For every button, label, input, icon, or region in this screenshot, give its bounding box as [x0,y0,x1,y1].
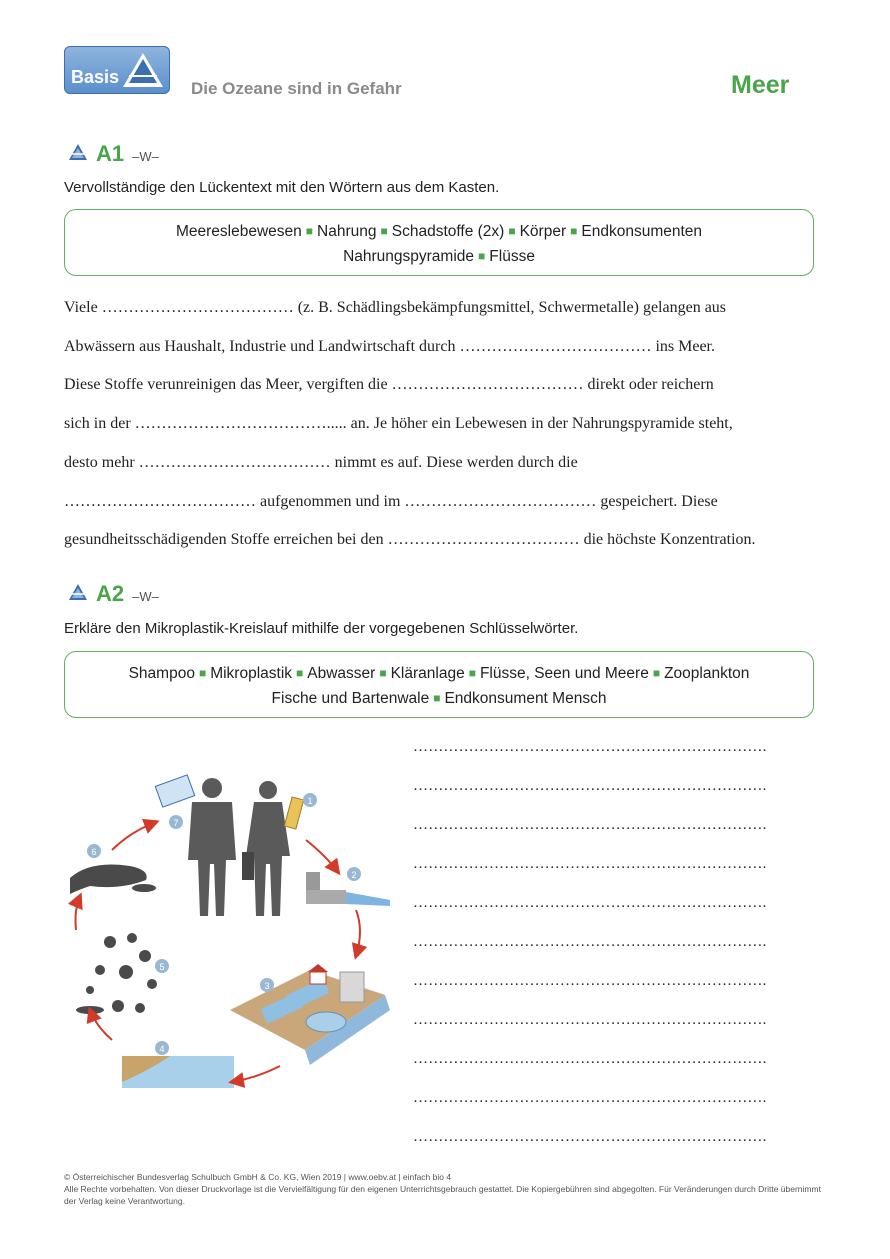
task-a2-instruction: Erkläre den Mikroplastik-Kreislauf mithilfe der vorgegebenen Schlüsselwörter. [64,620,579,637]
answer-line[interactable]: ……………………………………………………………. [413,973,767,989]
keyword: Mikroplastik [210,665,293,682]
separator-square: ■ [468,666,476,680]
step-number: 5 [159,962,165,972]
keyword: Nahrung [317,223,377,240]
cloze-line: gesundheitsschädigenden Stoffe erreichen bei den ……………………………… die höchste Konzentration. [64,531,756,549]
keyword: Flüsse [489,248,535,265]
answer-line[interactable]: ……………………………………………………………. [413,778,767,794]
separator-square: ■ [478,249,486,263]
step-number: 3 [264,981,270,991]
subject-label: Meer [731,71,790,99]
word-box-line [65,661,813,686]
answer-line[interactable]: ……………………………………………………………. [413,739,767,755]
answer-line[interactable]: ……………………………………………………………. [413,856,767,872]
separator-square: ■ [379,666,387,680]
microplastic-cycle-diagram [60,760,400,1090]
separator-square: ■ [380,224,388,238]
cloze-line: Viele ……………………………… (z. B. Schädlingsbekämpfungsmittel, Schwermetalle) gelangen aus [64,299,727,316]
step-number: 2 [351,870,357,880]
keyword: Kläranlage [390,665,465,682]
step-number: 7 [173,818,179,828]
cloze-line: desto mehr ……………………………… nimmt es auf. Diese werden durch die [64,453,578,471]
step-number: 1 [307,796,313,806]
keyword: Endkonsument Mensch [444,690,607,707]
page-title: Die Ozeane sind in Gefahr [191,79,402,98]
word-box-line [65,244,813,269]
footer [64,1171,824,1207]
keyword: Fische und Bartenwale [271,690,430,707]
task-a1-heading [68,141,159,167]
copyright-line: © Österreichischer Bundesverlag Schulbuch GmbH & Co. KG, Wien 2019 | www.oebv.at | einfach bio 4 [64,1172,452,1182]
answer-line[interactable]: ……………………………………………………………. [413,1090,767,1106]
pyramid-icon [121,50,165,90]
river-sea-icon [122,1056,234,1088]
separator-square: ■ [433,691,441,705]
keyword: Körper [519,223,567,240]
a1-word-box [64,209,814,276]
task-number: A1 [96,141,125,166]
people-icon [188,778,290,916]
rights-notice: Alle Rechte vorbehalten. Von dieser Druckvorlage ist die Vervielfältigung für den eigenen Unterrichtsgebrauch gestattet. Die Kopiergebühren sind abgegolten. Für Veränderungen durch Dritte übernimmt der Verlag keine Verantwortung. [64,1184,821,1206]
answer-line[interactable]: ……………………………………………………………. [413,934,767,950]
word-box-line [65,686,813,711]
task-number: A2 [96,581,125,606]
step-number: 4 [159,1044,165,1054]
task-a2-heading [68,581,159,607]
separator-square: ■ [570,224,578,238]
keyword: Endkonsumenten [581,223,703,240]
pyramid-icon [68,143,88,161]
separator-square: ■ [305,224,314,238]
task-a1-instruction: Vervollständige den Lückentext mit den Wörtern aus dem Kasten. [64,179,500,196]
keyword: Schadstoffe (2x) [391,223,505,240]
task-mode: –W– [132,589,159,604]
pyramid-icon [68,583,88,601]
task-mode: –W– [132,149,159,164]
answer-line[interactable]: ……………………………………………………………. [413,1129,767,1145]
cloze-line: ……………………………… aufgenommen und im ……………………………… gespeichert. Diese [64,492,718,510]
basis-logo [64,46,170,94]
answer-line[interactable]: ……………………………………………………………. [413,1012,767,1028]
answer-line[interactable]: ……………………………………………………………. [413,1051,767,1067]
word-box-line [65,219,813,244]
step-number: 6 [91,847,97,857]
keyword: Abwasser [307,665,376,682]
zooplankton-icon [76,933,157,1014]
cloze-line: Diese Stoffe verunreinigen das Meer, vergiften die ……………………………… direkt oder reichern [64,376,714,394]
cloze-line: sich in der ………………………………..... an. Je höher ein Lebewesen in der Nahrungspyramide steht, [64,415,733,433]
keyword: Zooplankton [664,665,750,682]
answer-line[interactable]: ……………………………………………………………. [413,817,767,833]
cloze-line: Abwässern aus Haushalt, Industrie und Landwirtschaft durch ……………………………… ins Meer. [64,337,715,355]
whale-fish-icon [70,865,156,895]
separator-square: ■ [508,224,516,238]
separator-square: ■ [198,666,207,680]
a2-word-box [64,651,814,718]
logo-label: Basis [71,67,120,87]
separator-square: ■ [652,666,661,680]
answer-line[interactable]: ……………………………………………………………. [413,895,767,911]
keyword: Flüsse, Seen und Meere [479,665,649,682]
keyword: Meereslebewesen [175,223,302,240]
treatment-plant-icon [230,964,390,1065]
separator-square: ■ [296,666,304,680]
keyword: Nahrungspyramide [343,248,475,265]
keyword: Shampoo [128,665,195,682]
